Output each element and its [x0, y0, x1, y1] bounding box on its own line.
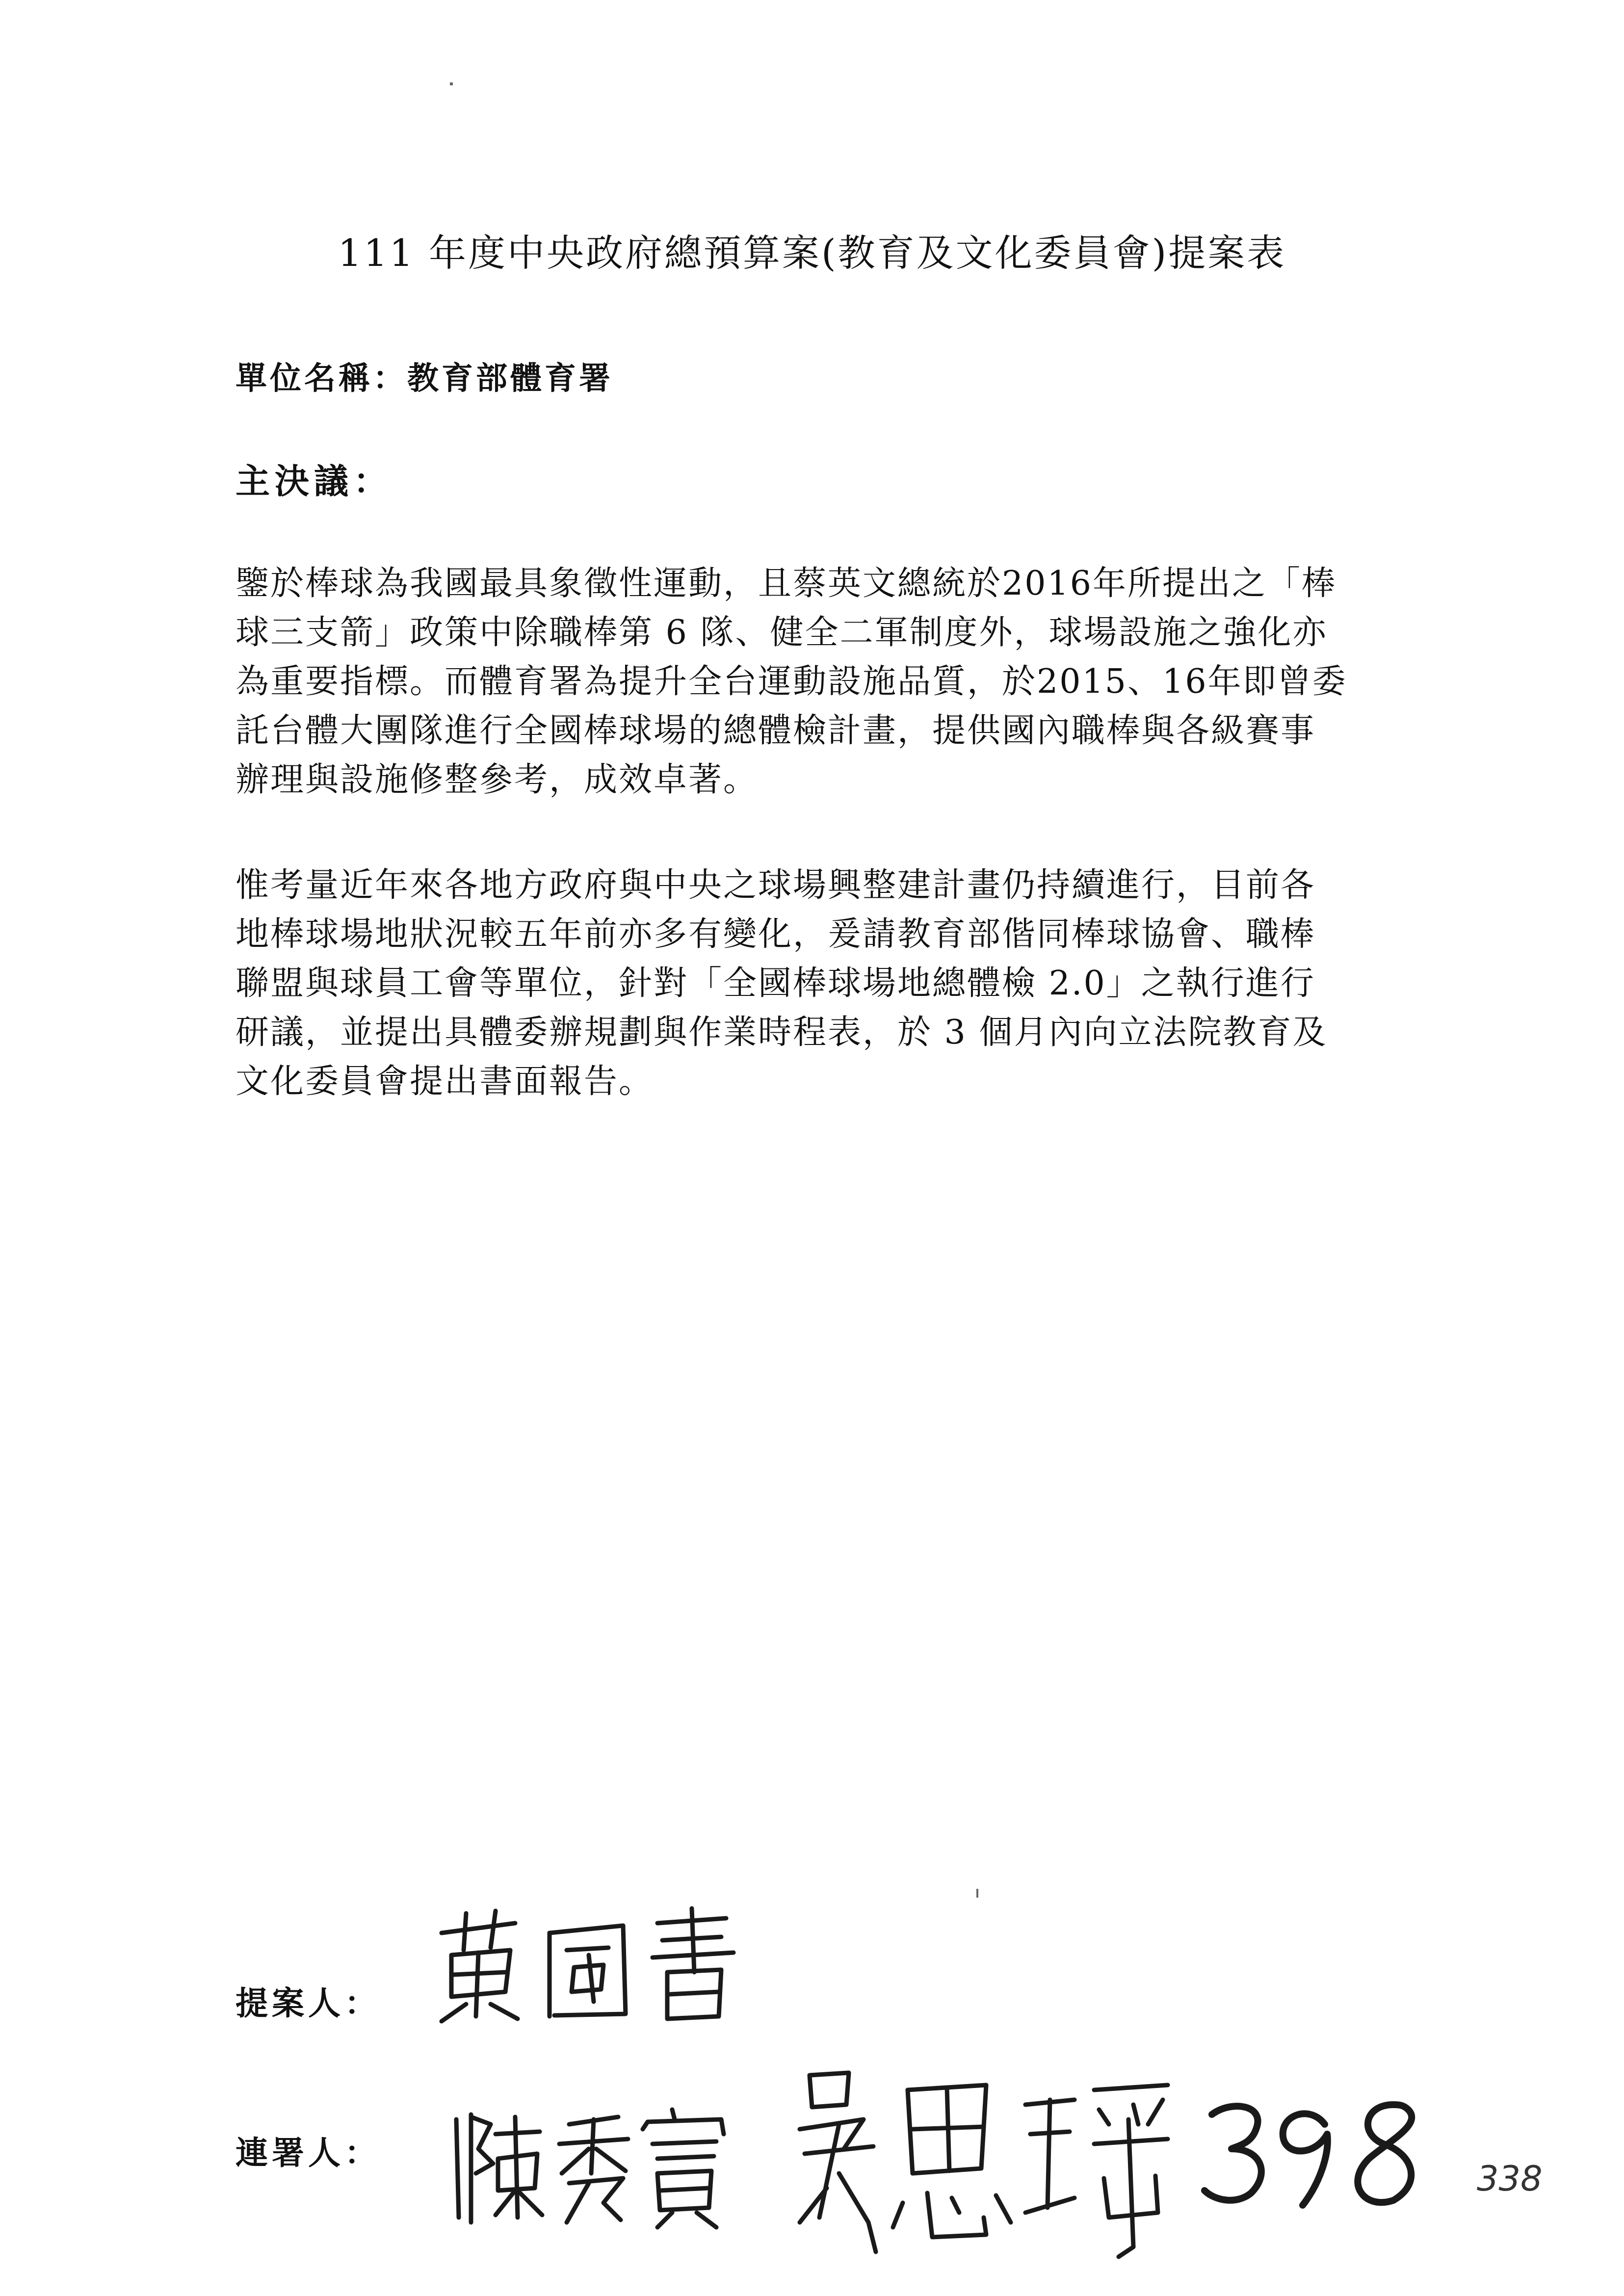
unit-name-line: 單位名稱：教育部體育署 [236, 360, 613, 397]
proposer-label: 提案人： [236, 1984, 381, 2022]
cosigner-label: 連署人： [236, 2134, 381, 2172]
paragraph-line: 託台體大團隊進行全國棒球場的總體檢計畫，提供國內職棒與各級賽事 [236, 711, 1316, 750]
paragraph-line: 為重要指標。而體育署為提升全台運動設施品質，於2015、16年即曾委 [236, 662, 1347, 701]
paragraph-line: 辦理與設施修整參考，成效卓著。 [236, 760, 759, 799]
proposer-signature [432, 1904, 746, 2026]
paragraph-line: 地棒球場地狀況較五年前亦多有變化，爰請教育部偕同棒球協會、職棒 [236, 915, 1316, 954]
paragraph-line: 研議，並提出具體委辦規劃與作業時程表，於 3 個月內向立法院教育及 [236, 1013, 1328, 1052]
paragraph-line: 惟考量近年來各地方政府與中央之球場興整建計畫仍持續進行，目前各 [236, 866, 1316, 905]
cosigner-signature-2 [790, 2061, 1182, 2262]
paragraph-line: 球三支箭」政策中除職棒第 6 隊、健全二軍制度外，球場設施之強化亦 [236, 613, 1328, 652]
cosigner-signature-1 [442, 2105, 736, 2232]
resolution-paragraph-2 [236, 861, 1433, 1106]
page-number: 338 [1477, 2159, 1543, 2199]
cosigner-handwritten-number [1197, 2095, 1433, 2218]
paragraph-line: 聯盟與球員工會等單位，針對「全國棒球場地總體檢 2.0」之執行進行 [236, 964, 1315, 1003]
paragraph-line: 文化委員會提出書面報告。 [236, 1062, 654, 1101]
scan-speck [450, 82, 453, 85]
resolution-paragraph-1 [236, 559, 1433, 805]
main-resolution-heading: 主決議： [236, 461, 393, 501]
document-title: 111 年度中央政府總預算案(教育及文化委員會)提案表 [338, 231, 1286, 275]
paragraph-line: 鑒於棒球為我國最具象徵性運動，且蔡英文總統於2016年所提出之「棒 [236, 564, 1337, 603]
scan-speck [976, 1889, 978, 1898]
